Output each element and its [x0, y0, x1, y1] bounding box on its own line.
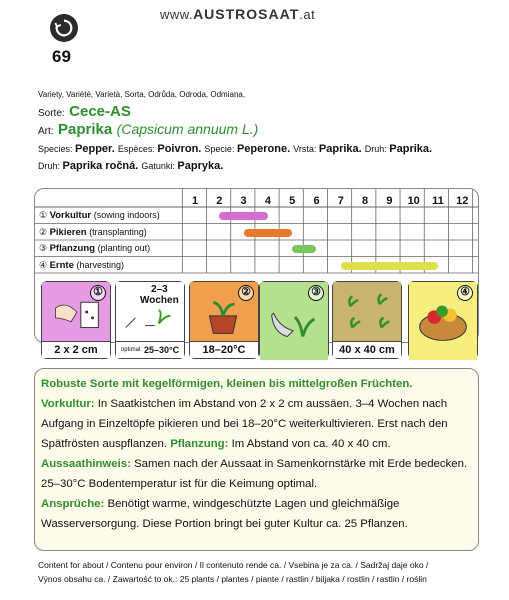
species-value: Poivron. [157, 143, 205, 155]
step-number-badge: ④ [457, 285, 473, 301]
species-value: Paprika ročná. [62, 160, 142, 172]
month-number: 4 [264, 195, 271, 207]
row-activity: Pikieren [49, 226, 90, 238]
sorte-line [38, 103, 131, 121]
species-label: Gatunki: [141, 161, 178, 171]
row-translation: (sowing indoors) [93, 210, 160, 220]
step-illustration [189, 281, 259, 359]
step-illustration [41, 281, 111, 359]
variety-languages: Variety, Variété, Varietà, Sorta, Odrůda, Odroda, Odmiana, [38, 90, 246, 99]
anspruche-label: Ansprüche: [41, 498, 105, 510]
step-number-badge: ② [238, 285, 254, 301]
species-value: Paprika. [389, 143, 433, 155]
art-latin: (Capsicum annuum L.) [116, 121, 259, 137]
row-activity: Pflanzung [49, 243, 98, 254]
content-line-1: Content for about / Contenu pour environ / Il contenuto rende ca. / Vsebina je za ca. / Sadržaj daje oko / [38, 560, 429, 570]
calendar-row-label [39, 243, 150, 254]
calendar-period-bar [219, 212, 267, 220]
duration-label [140, 284, 179, 306]
month-number: 1 [191, 195, 199, 207]
month-number: 10 [407, 195, 420, 207]
caption-value: 25–30°C [143, 345, 180, 355]
duration-value: 2–3 [151, 284, 168, 295]
species-label: Specie: [204, 144, 237, 154]
species-line-2 [38, 160, 223, 172]
website-url[interactable]: www.AUSTROSAAT.at [160, 6, 316, 22]
species-value: Peperone. [236, 143, 294, 155]
caption-value: 2 x 2 cm [54, 344, 98, 356]
recycle-logo-icon [50, 14, 78, 42]
caption-value: 18–20°C [202, 344, 246, 356]
row-activity: Ernte [49, 259, 77, 271]
species-label: Species: [38, 144, 76, 154]
row-step-number: ④ [39, 259, 50, 270]
row-step-number: ③ [39, 243, 50, 253]
row-step-number: ① [39, 210, 50, 220]
month-number: 8 [362, 195, 369, 207]
month-number: 12 [456, 195, 469, 207]
species-label: Espèces: [117, 144, 158, 154]
step-number-badge: ③ [308, 285, 324, 301]
calendar-period-bar [292, 245, 316, 253]
species-value: Paprika. [318, 143, 365, 155]
calendar-row-label [39, 260, 124, 271]
month-number: 2 [216, 195, 223, 207]
month-number: 9 [386, 195, 393, 207]
calendar-row-label [39, 227, 147, 238]
calendar-period-bar [341, 262, 438, 270]
sorte-label: Sorte: [38, 108, 65, 119]
row-translation: (harvesting) [76, 259, 125, 270]
row-activity: Vorkultur [49, 210, 94, 221]
duration-unit: Wochen [140, 295, 179, 306]
species-label: Vrsta: [293, 144, 319, 154]
pflanzung-label: Pflanzung: [170, 438, 229, 450]
row-translation: (transplanting) [89, 226, 147, 237]
step-illustration [115, 281, 185, 359]
step-illustration [332, 281, 402, 359]
aussaat-label: Aussaathinweis: [41, 458, 131, 470]
cultivation-info [34, 368, 479, 551]
calendar-period-bar [244, 229, 292, 237]
vorkultur-text: In Saatkistchen im Abstand von 2 x 2 cm aussäen. 3–4 Wochen nach Aufgang in Einzeltöpfe pikieren und bei 18–20°C weiterkultivieren. Erst nach den Spätfrösten auspflanzen. [41, 398, 448, 450]
step-caption [333, 341, 401, 358]
info-headline: Robuste Sorte mit kegelförmigen, kleinen bis mittelgroßen Früchten. [41, 378, 413, 390]
month-number: 6 [313, 195, 320, 207]
species-label: Druh: [38, 161, 63, 171]
month-number: 5 [289, 195, 296, 207]
step-caption [42, 341, 110, 358]
month-number: 11 [432, 195, 444, 207]
art-label: Art: [38, 126, 54, 137]
step-caption [190, 341, 258, 358]
row-translation: (planting out) [97, 243, 151, 253]
step-illustration [259, 281, 329, 359]
step-caption [116, 341, 184, 358]
sowing-calendar [34, 188, 479, 356]
step-number-badge: ① [90, 285, 106, 301]
calendar-row-label [39, 210, 160, 221]
species-line [38, 143, 432, 155]
species-label: Druh: [364, 144, 390, 154]
month-number: 3 [240, 195, 247, 207]
content-line-2: Výnos obsahu ca. / Zawartość to ok.: 25 plants / plantes / piante / rastlin / biljaka / rostlin / rastlin / roślin [38, 574, 427, 584]
row-step-number: ② [39, 226, 50, 237]
caption-prefix: optimal: [120, 347, 142, 353]
step-illustration [408, 281, 478, 359]
anspruche-text: Benötigt warme, windgeschützte Lagen und gleichmäßige Wasserversorgung. Diese Portion bringt bei guter Kultur ca. 25 Pflanzen. [41, 498, 408, 530]
info-body [41, 394, 472, 534]
vorkultur-label: Vorkultur: [41, 398, 95, 410]
pflanzung-text: Im Abstand von ca. 40 x 40 cm. [231, 438, 391, 450]
month-number: 7 [337, 195, 344, 207]
article-number: 69 [52, 47, 71, 66]
species-value: Pepper. [75, 143, 118, 155]
aussaat-text: Samen nach der Aussaat in Samenkornstärke mit Erde bedecken. 25–30°C Bodentemperatur ist für die Keimung optimal. [41, 458, 468, 490]
spacing-plants-icon [333, 282, 401, 342]
species-value: Papryka. [177, 160, 224, 172]
art-value: Paprika [58, 121, 113, 138]
art-line [38, 121, 258, 139]
sorte-value: Cece-AS [69, 103, 131, 120]
caption-value: 40 x 40 cm [339, 344, 395, 356]
